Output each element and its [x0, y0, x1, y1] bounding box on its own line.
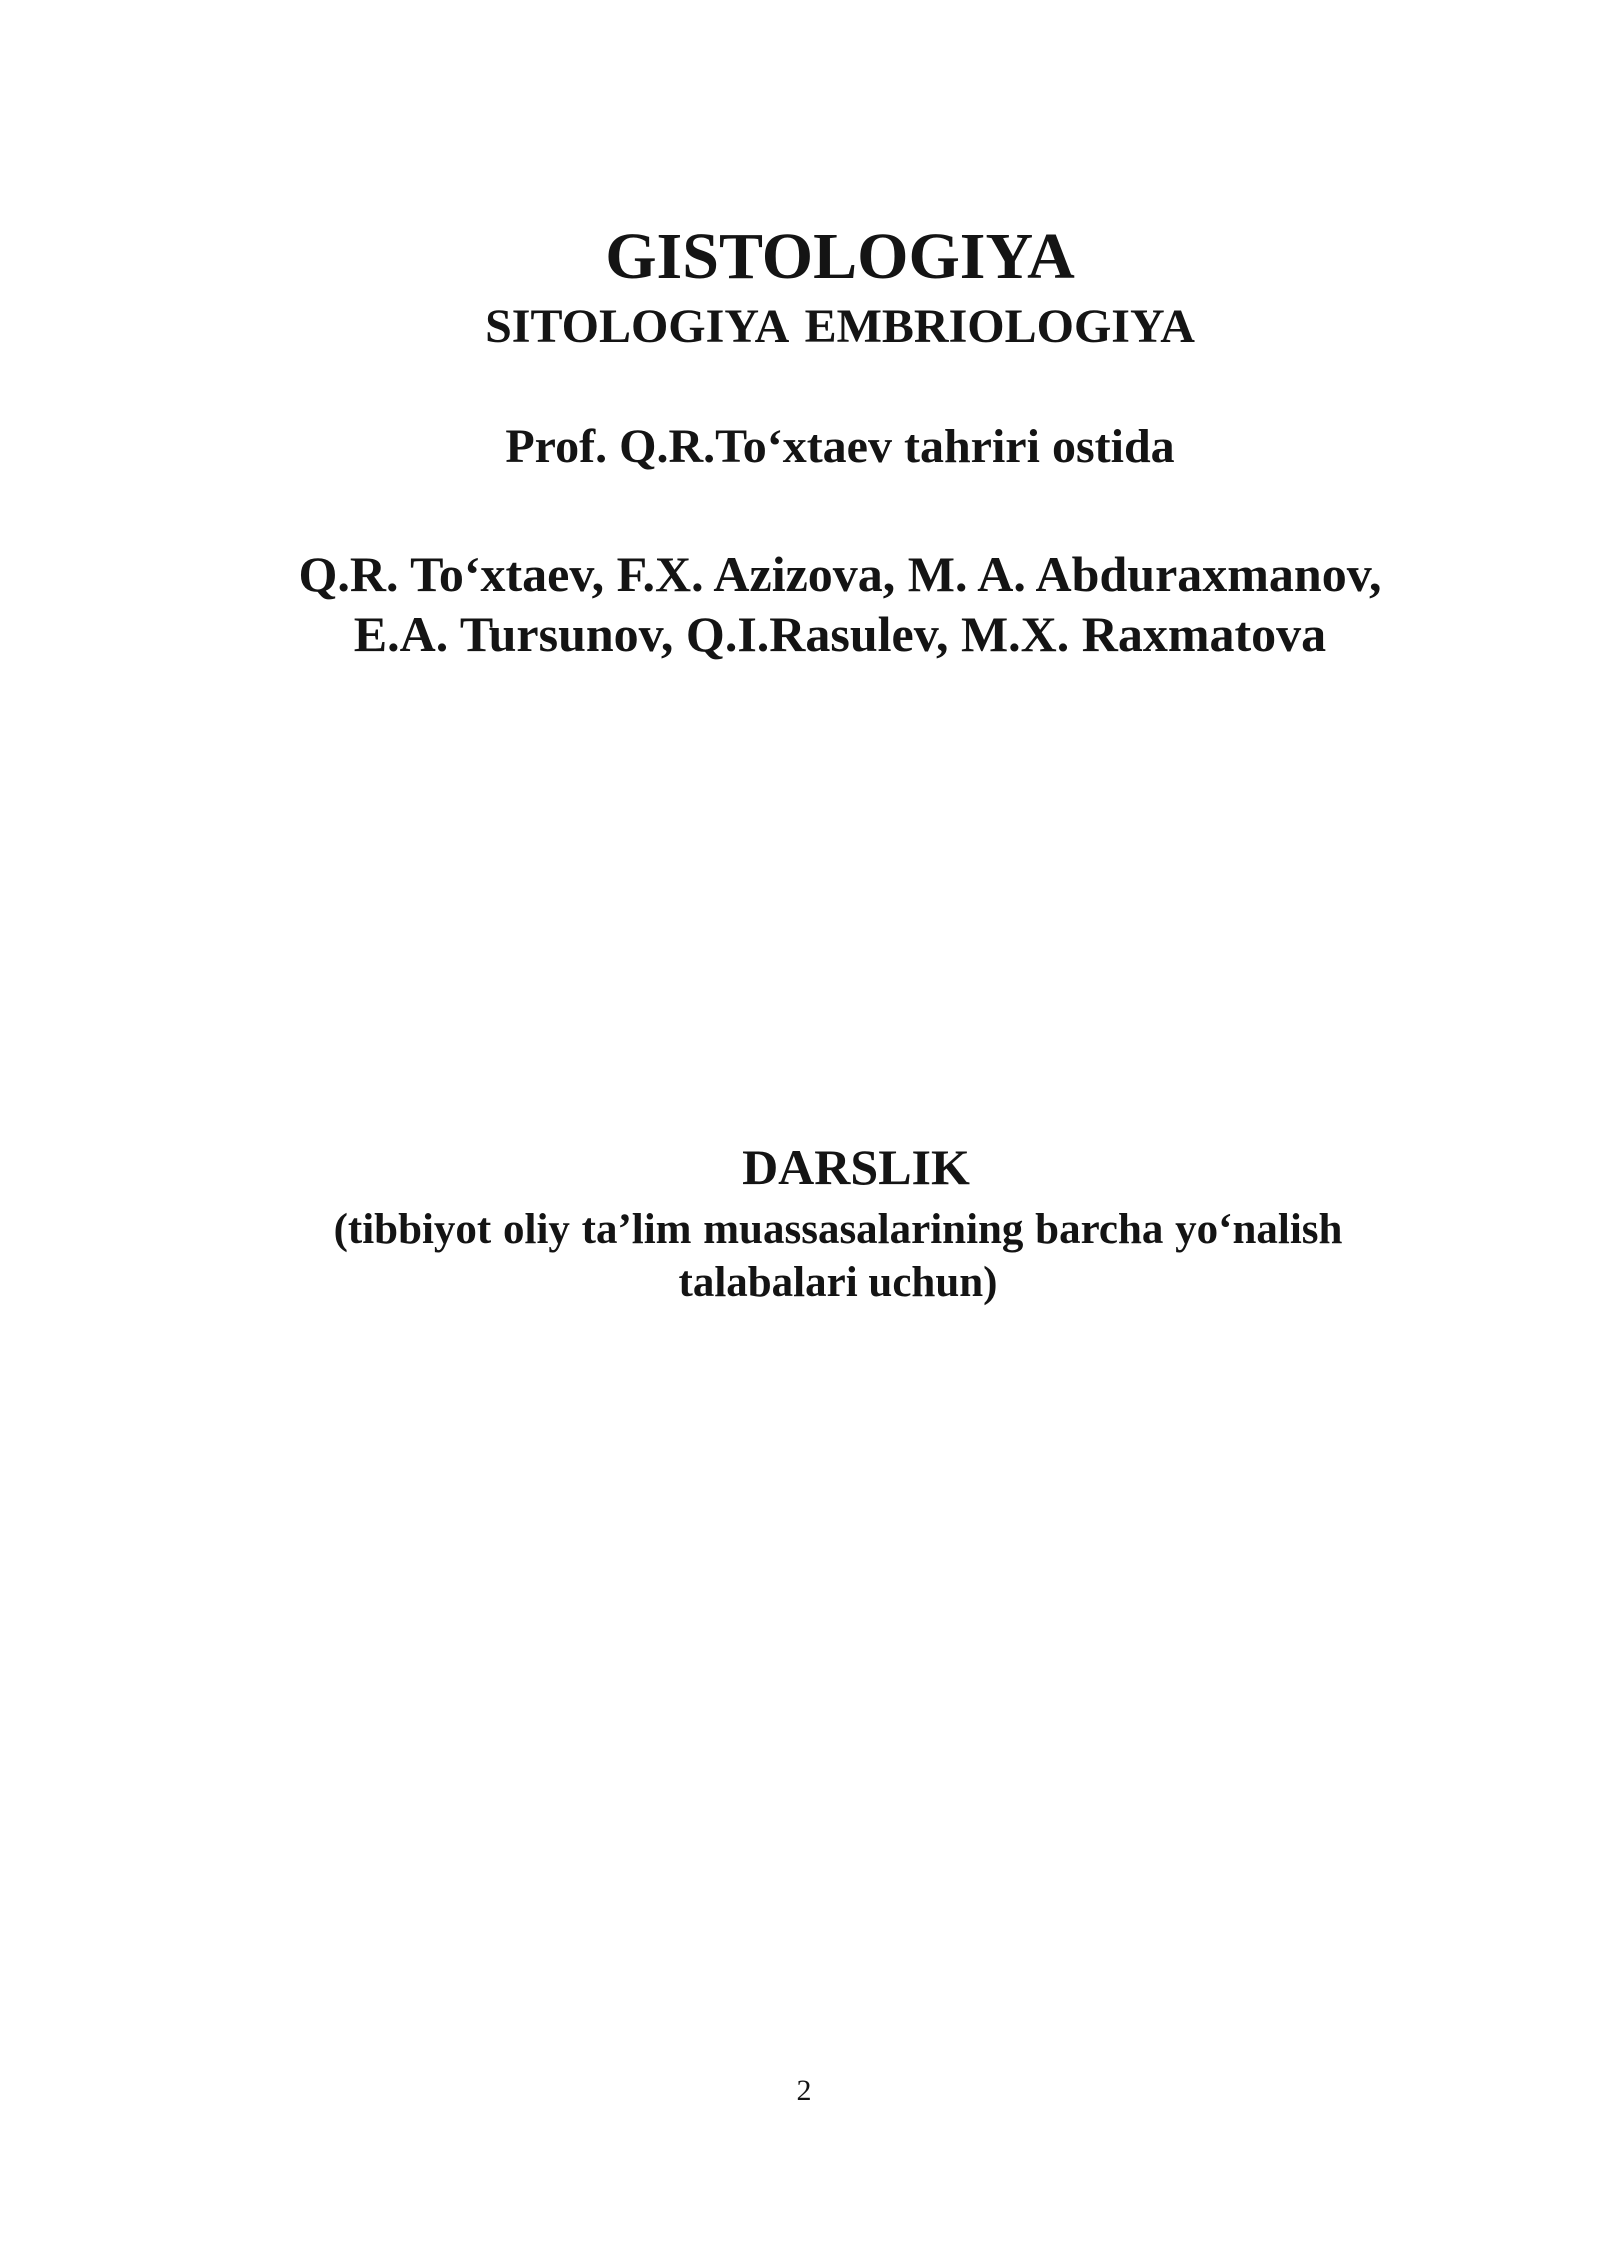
page-number: 2	[796, 2074, 812, 2107]
audience-line-2: talabalari uchun)	[678, 1259, 998, 1306]
authors-line-1: Q.R. To‘xtaev, F.X. Azizova, M. A. Abduraxmanov,	[298, 546, 1382, 602]
authors-line-2: E.A. Tursunov, Q.I.Rasulev, M.X. Raxmatova	[353, 606, 1327, 662]
book-title: GISTOLOGIYA	[605, 220, 1075, 293]
book-subtitle: SITOLOGIYA EMBRIOLOGIYA	[485, 300, 1195, 353]
audience-line-1: (tibbiyot oliy ta’lim muassasalarining barcha yo‘nalish	[333, 1206, 1343, 1253]
document-type: DARSLIK	[742, 1139, 970, 1195]
editor-line: Prof. Q.R.To‘xtaev tahriri ostida	[505, 420, 1175, 473]
